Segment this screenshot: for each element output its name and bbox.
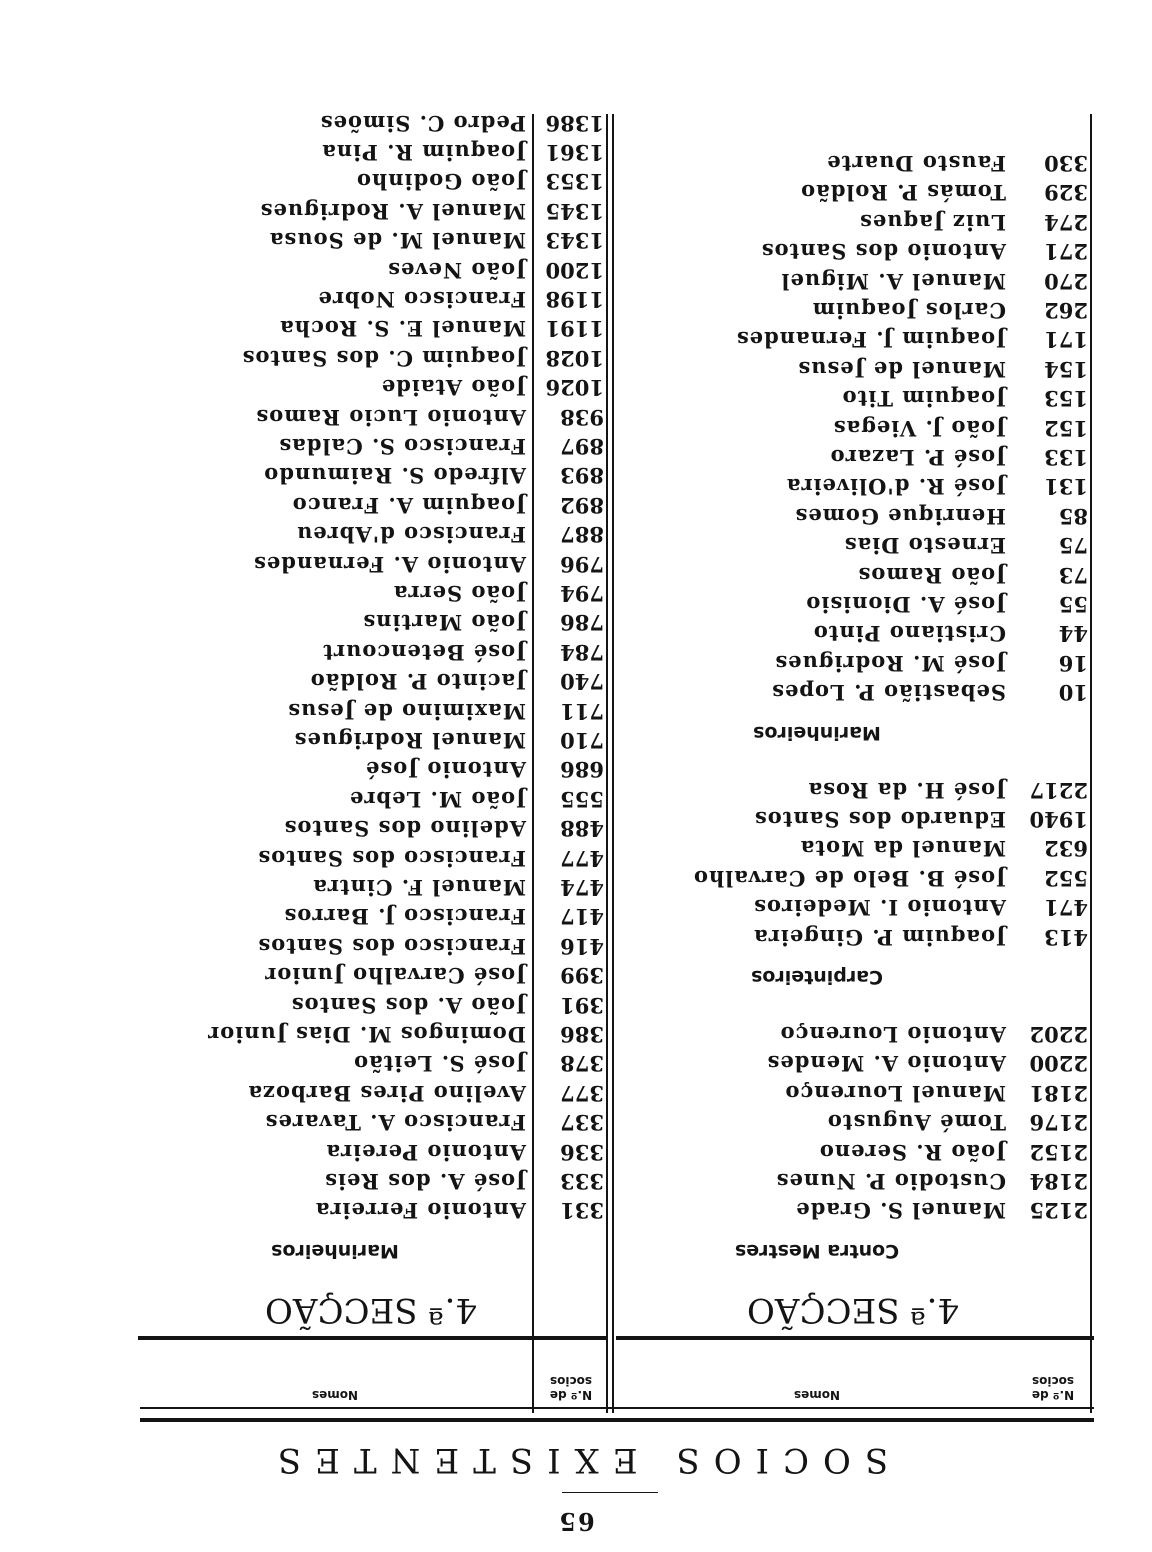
member-name: Manuel F. Cintra [312, 875, 526, 901]
member-name: Luiz Jaques [859, 209, 1006, 235]
member-number: 555 [560, 786, 604, 812]
member-number: 2176 [1029, 1110, 1088, 1136]
member-row [356, 167, 604, 197]
member-row [287, 696, 604, 726]
member-name: João M. Lebre [349, 786, 526, 812]
member-number: 131 [1044, 474, 1088, 500]
member-name: Antonio Ferreira [314, 1198, 526, 1224]
member-row [321, 138, 604, 168]
left-name-header: Nomes [793, 1388, 841, 1402]
member-row [326, 1137, 605, 1167]
member-name: Joaquim A. Franco [291, 492, 526, 518]
member-number: 75 [1058, 533, 1088, 559]
member-row [761, 237, 1088, 267]
member-name: Tomé Augusto [826, 1110, 1006, 1136]
member-number: 154 [1044, 356, 1088, 382]
member-name: José Betencourt [322, 639, 526, 665]
member-number: 632 [1044, 836, 1088, 862]
member-number: 152 [1044, 415, 1088, 441]
member-name: Maximino de Jesus [287, 698, 526, 724]
member-name: Francisco S. Caldas [278, 434, 526, 460]
member-row [800, 834, 1088, 864]
member-name: Joaquim C. dos Santos [241, 345, 526, 371]
member-name: José S. Leitão [353, 1051, 526, 1077]
header-double-rule [140, 1407, 1094, 1422]
member-number: 417 [560, 904, 604, 930]
member-row [322, 637, 604, 667]
member-name: Manuel Lourenço [784, 1080, 1006, 1106]
member-name: Henrique Gomes [794, 503, 1006, 529]
member-number: 274 [1044, 209, 1088, 235]
member-name: Antonio A. Fernandes [253, 551, 526, 577]
member-row [844, 531, 1088, 561]
member-number: 413 [1044, 924, 1088, 950]
member-row [833, 413, 1088, 443]
member-number: 377 [560, 1080, 604, 1106]
member-row [284, 814, 604, 844]
member-row [279, 314, 604, 344]
member-number: 391 [560, 992, 604, 1018]
member-row [278, 432, 604, 462]
member-row [753, 922, 1088, 952]
member-number: 378 [560, 1051, 604, 1077]
member-number: 171 [1044, 327, 1088, 353]
member-row [349, 784, 604, 814]
member-number: 1026 [545, 375, 604, 401]
member-name: Antonio dos Santos [760, 239, 1006, 265]
member-number: 1940 [1029, 807, 1088, 833]
member-row [310, 667, 604, 697]
member-number: 1191 [545, 316, 604, 342]
member-number: 1028 [545, 345, 604, 371]
member-row [859, 207, 1088, 237]
member-number: 552 [1044, 865, 1088, 891]
member-number: 2200 [1029, 1051, 1088, 1077]
member-number: 938 [560, 404, 604, 430]
member-row [318, 285, 604, 315]
member-name: Manuel M. de Sousa [268, 228, 526, 254]
member-name: Alfredo S. Raimundo [263, 463, 526, 489]
member-row [795, 501, 1088, 531]
member-number: 55 [1058, 592, 1088, 618]
member-row [265, 1108, 604, 1138]
member-number: 10 [1058, 680, 1088, 706]
member-number: 784 [560, 639, 604, 665]
member-row [207, 1020, 604, 1050]
member-number: 399 [560, 963, 604, 989]
member-row [813, 619, 1088, 649]
member-row [776, 1167, 1088, 1197]
member-name: Sebastião P. Lopes [771, 680, 1006, 706]
member-number: 270 [1044, 268, 1088, 294]
member-name: Manuel E. S. Rocha [279, 316, 526, 342]
member-row [797, 354, 1088, 384]
member-row [294, 726, 604, 756]
member-name: Fausto Duarte [826, 151, 1006, 177]
group-heading: Marinheiros [271, 1240, 399, 1262]
member-row [253, 549, 604, 579]
member-name: Carlos Joaquim [811, 298, 1006, 324]
member-row [781, 266, 1088, 296]
member-row [795, 1196, 1088, 1226]
left-section-title: 4.ª SECÇÃO [747, 1290, 959, 1330]
member-number: 488 [560, 816, 604, 842]
member-name: José B. Belo de Carvalho [692, 865, 1006, 891]
member-row [312, 873, 604, 903]
group-heading: Contra Mestres [734, 1240, 900, 1262]
member-name: João R. Sereno [818, 1139, 1006, 1165]
member-name: Manuel Rodrigues [293, 728, 526, 754]
member-name: Jacinto P. Roldão [309, 669, 526, 695]
member-name: José A. Dionisio [805, 592, 1006, 618]
member-row [387, 255, 604, 285]
member-name: João Ataide [380, 375, 526, 401]
member-name: João Ramos [857, 562, 1006, 588]
member-row [693, 863, 1088, 893]
member-row [292, 490, 604, 520]
page-title: SOCIOS EXISTENTES [263, 1440, 889, 1480]
member-row [393, 579, 604, 609]
member-row [858, 560, 1088, 590]
member-name: Manuel de Jesus [797, 356, 1006, 382]
member-name: Francisco dos Santos [257, 933, 526, 959]
member-number: 2184 [1029, 1169, 1088, 1195]
member-number: 330 [1044, 151, 1088, 177]
left-header-rule [616, 1336, 1094, 1340]
member-number: 2202 [1029, 1022, 1088, 1048]
group-heading: Carpinteiros [751, 966, 883, 989]
member-row [771, 678, 1088, 708]
member-row [784, 1078, 1088, 1108]
member-row [320, 108, 604, 138]
member-row [805, 590, 1088, 620]
member-row [754, 805, 1088, 835]
member-name: Manuel S. Grade [795, 1198, 1006, 1224]
member-number: 796 [560, 551, 604, 577]
right-header-rule [138, 1336, 606, 1340]
member-row [753, 893, 1088, 923]
member-name: Ernesto Dias [843, 533, 1006, 559]
member-number: 329 [1044, 180, 1088, 206]
member-number: 1198 [545, 287, 604, 313]
member-row [257, 843, 604, 873]
member-row [736, 325, 1088, 355]
member-name: José M. Rodrigues [774, 650, 1006, 676]
member-number: 386 [560, 1022, 604, 1048]
member-row [264, 961, 604, 991]
member-row [780, 1020, 1088, 1050]
member-number: 336 [560, 1139, 604, 1165]
member-number: 2217 [1029, 777, 1088, 803]
member-number: 710 [560, 728, 604, 754]
member-number: 1361 [545, 140, 604, 166]
member-number: 471 [1044, 895, 1088, 921]
member-name: Adelino dos Santos [283, 816, 526, 842]
member-number: 786 [560, 610, 604, 636]
member-number: 44 [1058, 621, 1088, 647]
member-name: Joaquim Tito [841, 386, 1006, 412]
member-row [255, 402, 604, 432]
member-row [819, 1137, 1088, 1167]
member-name: Antonio José [365, 757, 526, 783]
member-number: 16 [1058, 650, 1088, 676]
member-name: João J. Viegas [832, 415, 1006, 441]
member-row [800, 178, 1088, 208]
member-number: 740 [560, 669, 604, 695]
member-name: José H. da Rosa [807, 777, 1006, 803]
member-number: 153 [1044, 386, 1088, 412]
member-name: José Carvalho Junior [264, 963, 526, 989]
member-name: Antonio I. Medeiros [753, 895, 1006, 921]
member-number: 85 [1058, 503, 1088, 529]
member-number: 477 [560, 845, 604, 871]
member-name: João Serra [392, 581, 526, 607]
member-number: 1343 [545, 228, 604, 254]
member-name: Custodio P. Nunes [775, 1169, 1006, 1195]
member-name: Antonio Pereira [325, 1139, 526, 1165]
member-name: Antonio A. Mendes [766, 1051, 1006, 1077]
member-row [826, 149, 1088, 179]
member-number: 897 [560, 434, 604, 460]
member-row [774, 648, 1088, 678]
member-row [257, 931, 604, 961]
member-name: Domingos M. Dias Junior [207, 1022, 526, 1048]
member-row [362, 608, 604, 638]
member-number: 262 [1044, 298, 1088, 324]
member-row [247, 1078, 604, 1108]
member-row [315, 1196, 604, 1226]
member-name: Manuel da Mota [799, 836, 1006, 862]
page-number: 65 [557, 1507, 595, 1536]
member-name: Joaquim P. Gingeira [753, 924, 1006, 950]
member-number: 331 [560, 1198, 604, 1224]
member-number: 1353 [545, 169, 604, 195]
right-name-header: Nomes [311, 1388, 359, 1402]
member-number: 2181 [1029, 1080, 1088, 1106]
member-number: 271 [1044, 239, 1088, 265]
member-number: 794 [560, 581, 604, 607]
member-number: 337 [560, 1110, 604, 1136]
member-name: José R. d'Oliveira [785, 474, 1006, 500]
right-section-title: 4.ª SECÇÃO [265, 1290, 477, 1330]
member-row [812, 296, 1088, 326]
member-name: Eduardo dos Santos [753, 807, 1006, 833]
member-row [353, 1049, 604, 1079]
member-name: João A. dos Santos [290, 992, 526, 1018]
member-row [767, 1049, 1089, 1079]
member-name: Francisco d'Abreu [296, 522, 526, 548]
member-row [830, 443, 1088, 473]
member-name: Manuel A. Miguel [780, 268, 1006, 294]
member-name: João Martins [362, 610, 526, 636]
left-number-header: N.º de socios [1031, 1374, 1075, 1402]
page-number-rule [562, 1492, 658, 1493]
member-number: 333 [560, 1169, 604, 1195]
member-number: 893 [560, 463, 604, 489]
member-number: 1345 [545, 198, 604, 224]
left-num-divider [1090, 114, 1092, 1413]
center-divider [612, 114, 614, 1413]
member-row [284, 902, 604, 932]
member-number: 686 [560, 757, 604, 783]
member-name: Antonio Lourenço [779, 1022, 1006, 1048]
member-row [296, 520, 604, 550]
member-row [786, 472, 1088, 502]
member-number: 2125 [1029, 1198, 1088, 1224]
member-row [269, 226, 604, 256]
member-row [242, 343, 604, 373]
member-number: 474 [560, 875, 604, 901]
member-name: João Neves [387, 257, 526, 283]
member-name: Antonio Lucio Ramos [255, 404, 526, 430]
member-row [808, 775, 1088, 805]
member-name: José A. dos Reis [324, 1169, 526, 1195]
member-name: João Godinho [355, 169, 526, 195]
member-name: Avelino Pires Barboza [247, 1080, 526, 1106]
member-number: 887 [560, 522, 604, 548]
member-name: Tomás P. Roldão [800, 180, 1006, 206]
right-number-header: N.º de socios [549, 1374, 593, 1402]
member-row [827, 1108, 1088, 1138]
member-name: Joaquim R. Pina [321, 140, 526, 166]
member-row [324, 1167, 604, 1197]
member-name: Pedro C. Simões [319, 110, 526, 136]
member-name: Cristiano Pinto [812, 621, 1006, 647]
member-number: 711 [560, 698, 604, 724]
member-number: 73 [1058, 562, 1088, 588]
member-name: Joaquim J. Fernandes [735, 327, 1006, 353]
member-number: 1200 [545, 257, 604, 283]
member-row [365, 755, 604, 785]
member-row [291, 990, 604, 1020]
member-name: Francisco A. Tavares [264, 1110, 526, 1136]
member-row [260, 196, 604, 226]
member-row [842, 384, 1088, 414]
member-number: 1386 [545, 110, 604, 136]
member-name: Francisco Nobre [317, 287, 526, 313]
member-name: Francisco dos Santos [257, 845, 526, 871]
member-row [381, 373, 604, 403]
member-number: 892 [560, 492, 604, 518]
member-name: Francisco J. Barros [283, 904, 526, 930]
center-divider-2 [606, 114, 608, 1413]
member-name: Manuel A. Rodrigues [259, 198, 526, 224]
member-number: 416 [560, 933, 604, 959]
member-number: 2152 [1029, 1139, 1088, 1165]
group-heading: Marinheiros [753, 721, 881, 744]
member-number: 133 [1044, 445, 1088, 471]
member-row [263, 461, 604, 491]
member-name: José P. Lazaro [829, 445, 1006, 471]
